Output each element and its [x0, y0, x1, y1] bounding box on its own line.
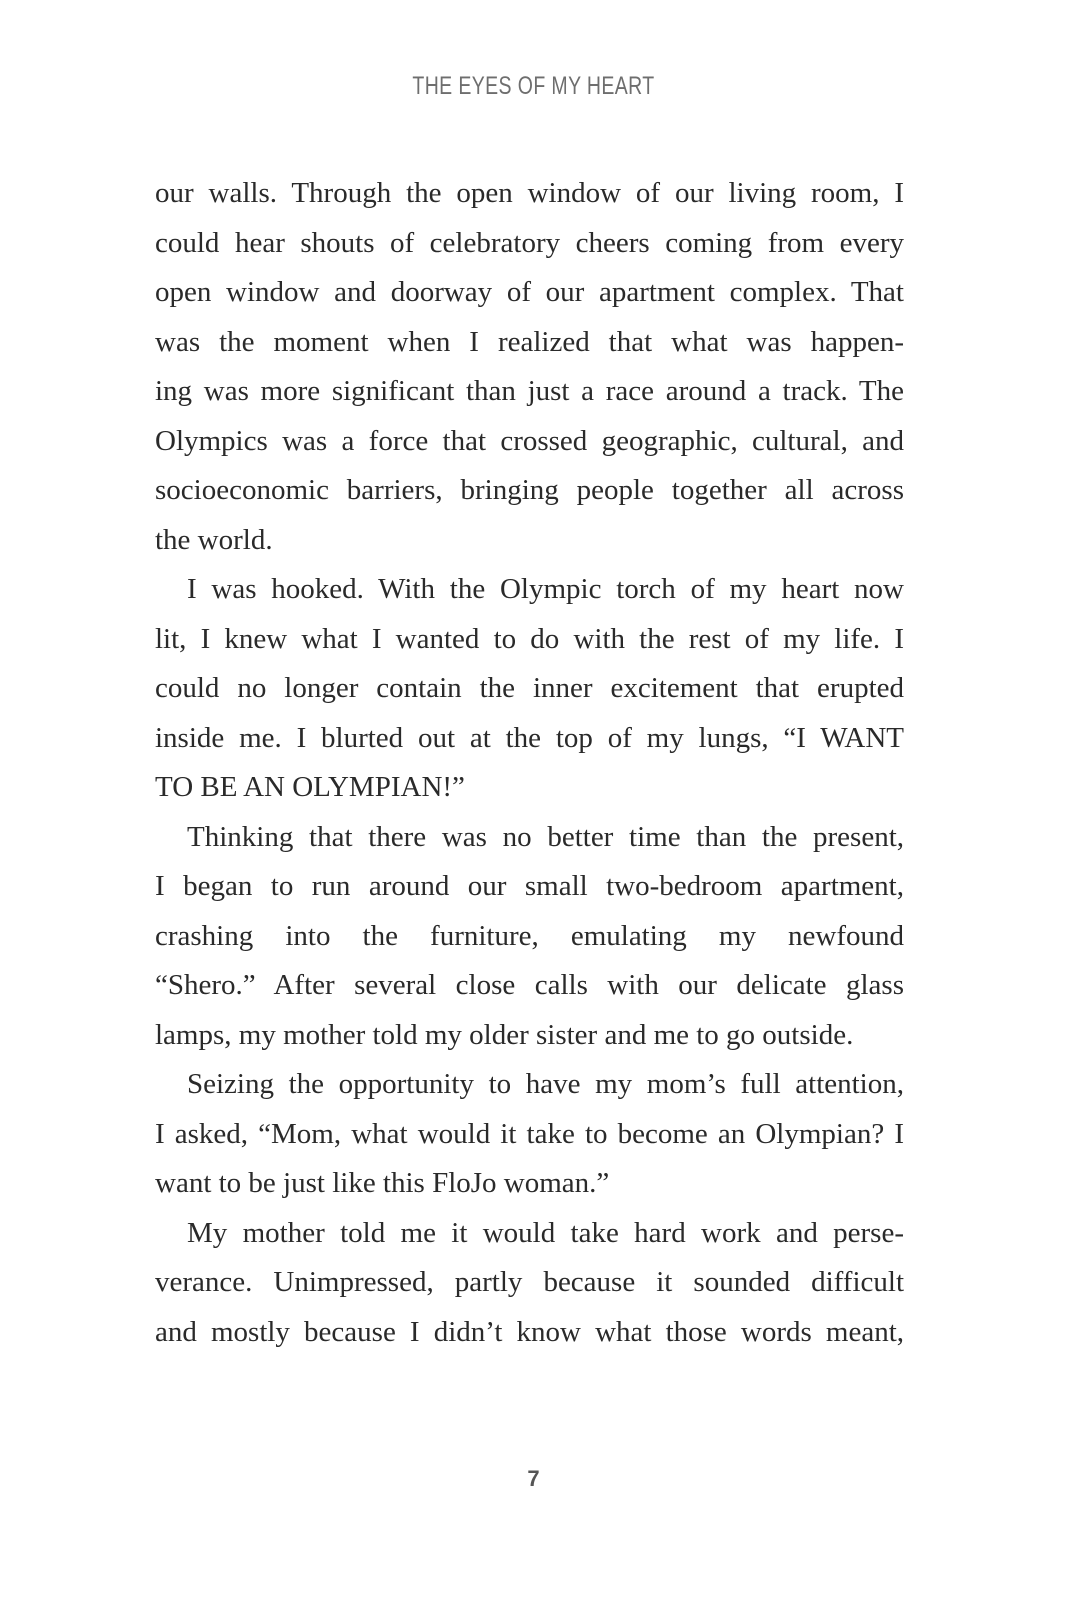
text-line: crashing into the furniture, emulating my newfound	[155, 919, 904, 952]
text-line: I began to run around our small two-bedroom apartment,	[155, 870, 904, 902]
text-line: our walls. Through the open window of our living room, I	[155, 177, 904, 209]
text-line: I asked, “Mom, what would it take to become an Olympian? I	[155, 1117, 904, 1150]
text-line: want to be just like this FloJo woman.”	[155, 1167, 610, 1199]
text-line: lit, I knew what I wanted to do with the rest of my life. I	[155, 622, 904, 655]
text-line: verance. Unimpressed, partly because it sounded difficult	[155, 1266, 904, 1298]
text-line: open window and doorway of our apartment complex. That	[155, 276, 904, 308]
body-text	[155, 169, 904, 1357]
text-line: inside me. I blurted out at the top of my lungs, “I WANT	[155, 721, 904, 754]
page-number: 7	[527, 1466, 540, 1491]
text-line: socioeconomic barriers, bringing people together all across	[155, 474, 904, 506]
text-line: could no longer contain the inner excitement that erupted	[155, 672, 904, 704]
text-line: was the moment when I realized that what was happen-	[155, 325, 904, 358]
text-line: and mostly because I didn’t know what those words meant,	[155, 1315, 904, 1348]
text-line: the world.	[155, 523, 273, 556]
text-line: Thinking that there was no better time than the present,	[187, 820, 904, 853]
text-line: Olympics was a force that crossed geographic, cultural, and	[155, 424, 904, 457]
text-line: TO BE AN OLYMPIAN!”	[155, 771, 465, 803]
text-line: My mother told me it would take hard work and perse-	[187, 1216, 904, 1249]
text-line: lamps, my mother told my older sister and me to go outside.	[155, 1018, 854, 1051]
text-line: I was hooked. With the Olympic torch of my heart now	[187, 573, 904, 605]
text-line: ing was more significant than just a race around a track. The	[155, 375, 904, 407]
text-line: Seizing the opportunity to have my mom’s full attention,	[187, 1068, 904, 1100]
text-line: could hear shouts of celebratory cheers coming from every	[155, 226, 904, 259]
text-line: “Shero.” After several close calls with our delicate glass	[155, 969, 904, 1001]
running-head: THE EYES OF MY HEART	[412, 72, 655, 100]
